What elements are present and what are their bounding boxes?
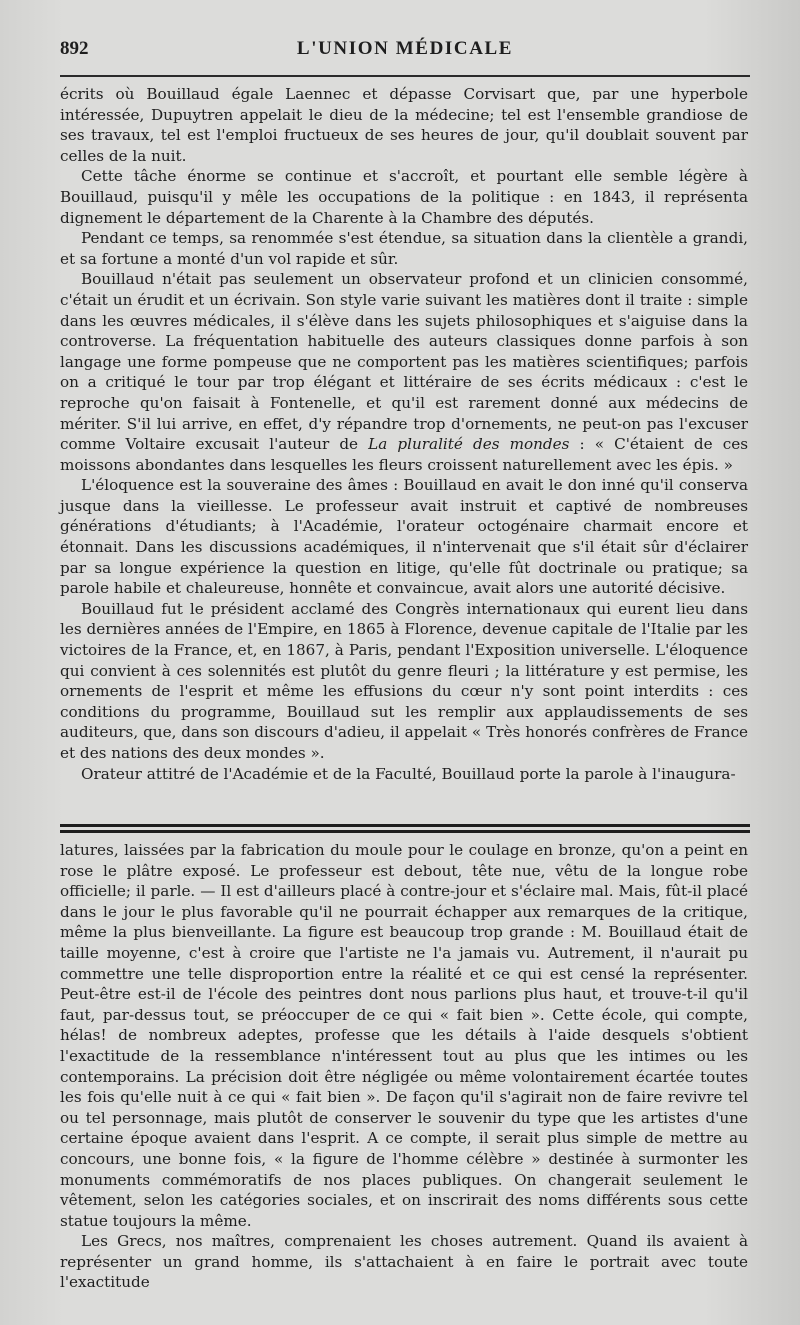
- paragraph-7: Orateur attitré de l'Académie et de la Faculté, Bouillaud porte la parole à l'inaugura-: [81, 764, 736, 783]
- feuilleton-separator: [60, 824, 750, 833]
- page-header: [60, 38, 750, 68]
- feuilleton-paragraph-2: Les Grecs, nos maîtres, comprenaient les choses autrement. Quand ils avaient à représenter un grand homme, ils s'attachaient à en faire le portrait avec toute l'exactitude: [60, 1232, 748, 1292]
- header-rule: [60, 75, 750, 77]
- paragraph-4: [60, 269, 748, 475]
- paragraph-1: écrits où Bouillaud égale Laennec et dépasse Corvisart que, par une hyperbole intéressée, Dupuytren appelait le dieu de la médecine; tel est l'ensemble grandiose de ses travaux, tel est l'emploi fructueux de ses heures de jour, qu'il doublait souvent par celles de la nuit.: [60, 85, 748, 165]
- feuilleton-article: [60, 840, 748, 1293]
- main-article: [60, 84, 748, 784]
- feuilleton-paragraph-1: latures, laissées par la fabrication du moule pour le coulage en bronze, qu'on a peint en rose le plâtre exposé. Le professeur est debout, tête nue, vêtu de la longue robe officielle; il parle. — Il est d'ailleurs placé à contre-jour et s'éclaire mal. Mais, fût-il placé dans le jour le plus favorable qu'il ne pourrait échapper aux remarques de la critique, même la plus bienveillante. La figure est beaucoup trop grande : M. Bouillaud était de taille moyenne, c'est à croire que l'artiste ne l'a jamais vu. Autrement, il n'aurait pu commettre une telle disproportion entre la réalité et ce qui est censé la représenter. Peut-être est-il de l'école des peintres dont nous parlions plus haut, et trouve-t-il qu'il faut, par-dessus tout, se préoccuper de ce qui « fait bien ». Cette école, qui compte, hélas! de nombreux adeptes, professe que les détails à l'aide desquels s'obtient l'exactitude de la ressemblance n'intéressent tout au plus que les intimes ou les contemporains. La précision doit être négligée ou même volontairement écartée toutes les fois qu'elle nuit à ce qui « fait bien ». De façon qu'il s'agirait non de faire revivre tel ou tel personnage, mais plutôt de conserver le souvenir du type que les artistes d'une certaine époque avaient dans l'esprit. A ce compte, il serait plus simple de mettre au concours, une bonne fois, « la figure de l'homme célèbre » destinée à surmonter les monuments commémoratifs de nos places publiques. On changerait seulement le vêtement, selon les catégories sociales, et on inscrirait des noms différents sous cette statue toujours la même.: [60, 841, 748, 1230]
- paragraph-2: Cette tâche énorme se continue et s'accroît, et pourtant elle semble légère à Bouillaud, puisqu'il y mêle les occupations de la politique : en 1843, il représenta dignement le département de la Charente à la Chambre des députés.: [60, 167, 748, 227]
- paragraph-4-text: Bouillaud n'était pas seulement un observateur profond et un clinicien consommé, c'était un érudit et un écrivain. Son style varie suivant les matières dont il traite : simple dans les œuvres médicales, il s'élève dans les sujets philosophiques et s'aiguise dans la controverse. La fréquentation habituelle des auteurs classiques donne parfois à son langage une forme pompeuse que ne comportent pas les matières scientifiques; parfois on a critiqué le tour par trop élégant et littéraire de ses écrits médicaux : c'est le reproche qu'on faisait à Fontenelle, et qu'il est rarement donné aux médecins de mériter. S'il lui arrive, en effet, d'y répandre trop d'ornements, ne peut-on pas l'excuser comme Voltaire excusait l'auteur de: [60, 270, 748, 454]
- voltaire-quote: : « C'étaient de ces moissons abondantes dans lesquelles les fleurs croissent naturellement avec les épis. »: [60, 435, 749, 474]
- paragraph-6: Bouillaud fut le président acclamé des Congrès internationaux qui eurent lieu dans les dernières années de l'Empire, en 1865 à Florence, devenue capitale de l'Italie par les victoires de la France, et, en 1867, à Paris, pendant l'Exposition universelle. L'éloquence qui convient à ces solennités est plutôt du genre fleuri ; la littérature y est permise, les ornements de l'esprit et même les effusions du cœur n'y sont point interdits : ces conditions du programme, Bouillaud sut les remplir aux applaudissements de ses auditeurs, que, dans son discours d'adieu, il appelait « Très honorés confrères de France et des nations des deux mondes ».: [60, 599, 748, 762]
- running-title: L'UNION MÉDICALE: [296, 38, 514, 59]
- page-number: 892: [60, 38, 89, 59]
- paragraph-5: L'éloquence est la souveraine des âmes : Bouillaud en avait le don inné qu'il conserva jusque dans la vieillesse. Le professeur avait instruit et captivé de nombreuses générations d'étudiants; à l'Académie, l'orateur octogénaire charmait encore et étonnait. Dans les discussions académiques, il n'intervenait que s'il était sûr d'éclairer par sa longue expérience la question en litige, qu'elle fût doctrinale ou pratique; sa parole habile et chaleureuse, honnête et convaincue, avait alors une autorité décisive.: [60, 476, 748, 598]
- paragraph-3: Pendant ce temps, sa renommée s'est étendue, sa situation dans la clientèle a grandi, et sa fortune a monté d'un vol rapide et sûr.: [60, 229, 748, 268]
- book-title: La pluralité des mondes: [368, 435, 570, 454]
